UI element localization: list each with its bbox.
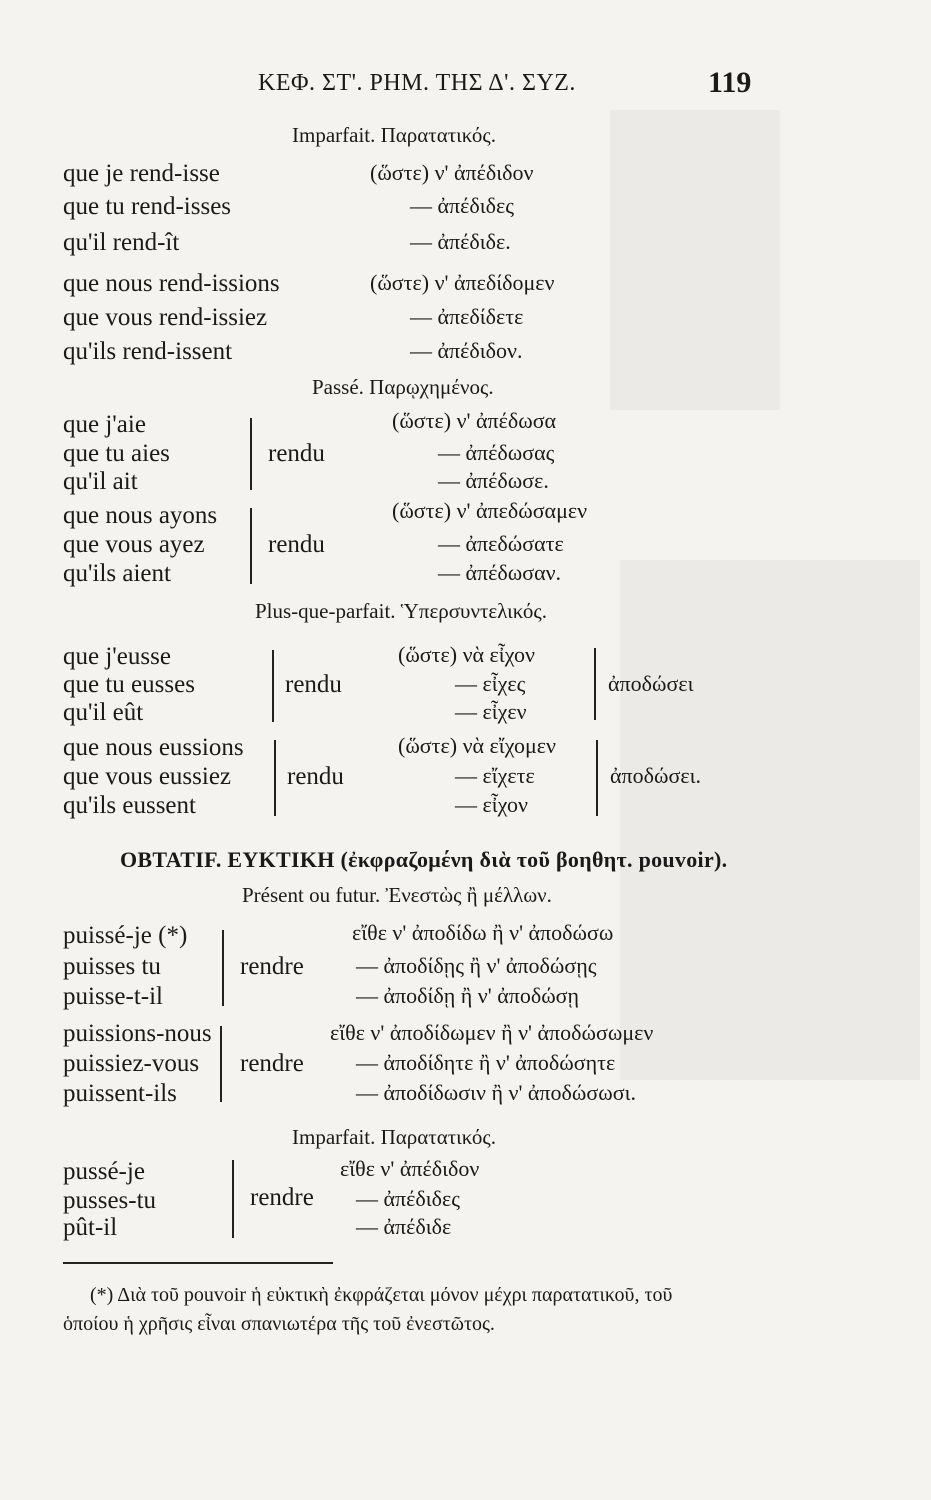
french-form: que tu aies [63,440,170,467]
greek-form: — εἶχες [455,671,526,696]
greek-form: (ὥστε) ν' ἀπεδώσαμεν [392,498,588,523]
greek-infinitive: ἀποδώσει. [610,763,701,788]
section-heading: Passé. Παρῳχημένος. [312,375,494,399]
greek-form: — ἀποδίδητε ἢ ν' ἀποδώσητε [356,1050,616,1075]
brace [220,1026,222,1102]
greek-form: — εἶχεν [455,699,527,724]
footnote-rule [63,1262,333,1264]
running-header: ΚΕΦ. ΣΤ'. ΡΗΜ. ΤΗΣ Δ'. ΣΥΖ. [258,70,576,96]
greek-form: (ὥστε) νὰ εἴχομεν [398,733,556,758]
french-form: que nous rend-issions [63,270,280,297]
greek-form: — ἀπέδωσας [438,440,555,465]
french-form: que vous eussiez [63,763,232,790]
french-form: puissions-nous [63,1020,212,1047]
section-heading: Imparfait. Παρατατικός. [292,123,496,147]
french-form: qu'ils aient [63,560,171,587]
footnote-line: ὁποίου ἡ χρῆσις εἶναι σπανιωτέρα τῆς τοῦ ἐνεστῶτος. [63,1313,495,1335]
french-form: que nous eussions [63,734,244,761]
french-form: qu'ils eussent [63,792,196,819]
mood-title: OBTATIF. ΕΥΚΤΙΚΗ (ἐκφραζομένη διὰ τοῦ βοηθητ. pouvoir). [120,847,728,872]
auxiliary-infinitive: rendre [250,1184,314,1211]
greek-form: (ὥστε) ν' ἀπέδιδον [370,160,534,185]
french-form: que vous rend-issiez [63,304,268,331]
footnote-line: (*) Διὰ τοῦ pouvoir ἡ εὐκτικὴ ἐκφράζεται μόνον μέχρι παρατατικοῦ, τοῦ [90,1284,673,1306]
greek-form: — ἀπεδίδετε [410,304,524,329]
greek-form: — ἀπέδιδες [356,1186,460,1211]
greek-form: — ἀποδίδῃς ἢ ν' ἀποδώσῃς [356,953,597,978]
page-number: 119 [708,66,752,99]
greek-form: — ἀπέδιδον. [410,338,523,363]
auxiliary-participle: rendu [268,440,325,467]
french-form: que nous ayons [63,502,218,529]
greek-form: — ἀποδίδωσιν ἢ ν' ἀποδώσωσι. [356,1080,637,1105]
french-form: que j'eusse [63,643,171,670]
french-form: puissiez-vous [63,1050,200,1077]
section-heading: Plus-que-parfait. Ὑπερσυντελικός. [255,599,547,623]
greek-form: — εἴχετε [455,763,535,788]
french-form: qu'il rend-ît [63,229,180,256]
french-form: puissent-ils [63,1080,177,1107]
greek-form: — ἀπέδωσε. [438,468,549,493]
greek-infinitive: ἀποδώσει [608,671,694,696]
french-form: qu'il eût [63,699,144,726]
greek-form: — ἀπεδώσατε [438,531,564,556]
french-form: que tu eusses [63,671,195,698]
auxiliary-participle: rendu [287,763,344,790]
section-heading: Présent ou futur. Ἐνεστὼς ἢ μέλλων. [242,883,552,907]
greek-form: — εἶχον [455,792,528,817]
greek-form: εἴθε ν' ἀπέδιδον [340,1156,480,1181]
french-form: pussé-je [63,1158,145,1185]
french-form: qu'ils rend-issent [63,338,233,365]
auxiliary-infinitive: rendre [240,1050,304,1077]
french-form: pusses-tu [63,1187,157,1214]
greek-form: — ἀποδίδῃ ἢ ν' ἀποδώσῃ [356,983,580,1008]
greek-form: εἴθε ν' ἀποδίδωμεν ἢ ν' ἀποδώσωμεν [330,1020,654,1045]
greek-form: — ἀπέδωσαν. [438,560,562,585]
greek-form: (ὥστε) νὰ εἶχον [398,642,535,667]
auxiliary-participle: rendu [268,531,325,558]
french-form: que je rend-isse [63,160,220,187]
greek-form: (ὥστε) ν' ἀπέδωσα [392,408,557,433]
bleed-through [610,110,780,410]
french-form: puisses tu [63,953,161,980]
brace [222,930,224,1006]
brace [232,1160,234,1238]
section-heading: Imparfait. Παρατατικός. [292,1125,496,1149]
brace [272,650,274,722]
brace [594,648,596,720]
greek-form: — ἀπέδιδε [356,1214,452,1239]
brace [250,508,252,584]
auxiliary-infinitive: rendre [240,953,304,980]
brace [596,740,598,816]
bleed-through [620,560,920,1080]
greek-form: — ἀπέδιδε. [410,229,511,254]
greek-form: (ὥστε) ν' ἀπεδίδομεν [370,270,555,295]
brace [274,740,276,816]
french-form: que vous ayez [63,531,205,558]
french-form: que j'aie [63,411,146,438]
french-form: que tu rend-isses [63,193,232,220]
brace [250,418,252,490]
french-form: puisse-t-il [63,983,163,1010]
greek-form: — ἀπέδιδες [410,193,514,218]
french-form: qu'il ait [63,468,138,495]
greek-form: εἴθε ν' ἀποδίδω ἢ ν' ἀποδώσω [352,920,614,945]
auxiliary-participle: rendu [285,671,342,698]
french-form: pût-il [63,1214,118,1241]
french-form: puissé-je (*) [63,922,188,949]
